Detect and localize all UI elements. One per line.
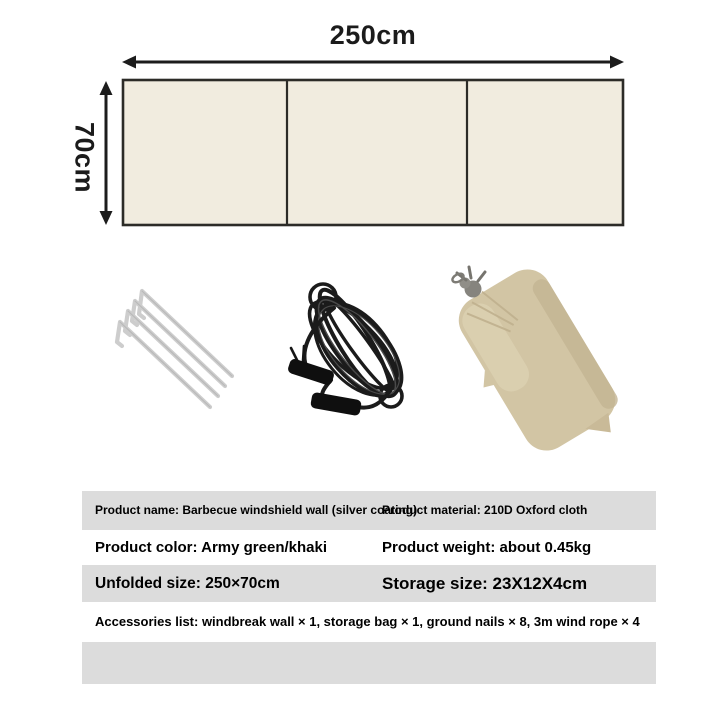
storage-bag-image [441, 260, 632, 477]
windshield-diagram [100, 56, 625, 226]
spec-row-accessories [82, 602, 656, 642]
spec-row-name-material [82, 491, 656, 530]
spec-row-sizes [82, 565, 656, 602]
product-material-value: Product material: 210D Oxford cloth [382, 502, 588, 517]
width-arrow [122, 56, 624, 69]
spec-row-color-weight [82, 530, 656, 565]
height-arrow [100, 81, 113, 225]
spec-table [82, 491, 656, 684]
spec-row-empty [82, 642, 656, 684]
unfolded-size-value: Unfolded size: 250×70cm [95, 574, 280, 592]
accessories-list-value: Accessories list: windbreak wall × 1, storage bag × 1, ground nails × 8, 3m wind rope × 4 [95, 613, 640, 629]
width-dimension-label: 250cm [329, 20, 417, 50]
product-weight-value: Product weight: about 0.45kg [382, 538, 592, 556]
drawstring-knot [451, 267, 485, 298]
ground-nails-image [117, 291, 232, 407]
height-dimension-label: 70cm [69, 121, 100, 194]
storage-size-value: Storage size: 23X12X4cm [382, 573, 588, 593]
product-color-value: Product color: Army green/khaki [95, 538, 328, 556]
product-name-value: Product name: Barbecue windshield wall (silver coating) [95, 502, 418, 517]
wind-rope-image [287, 282, 417, 416]
windshield-panel-rect [123, 80, 623, 225]
